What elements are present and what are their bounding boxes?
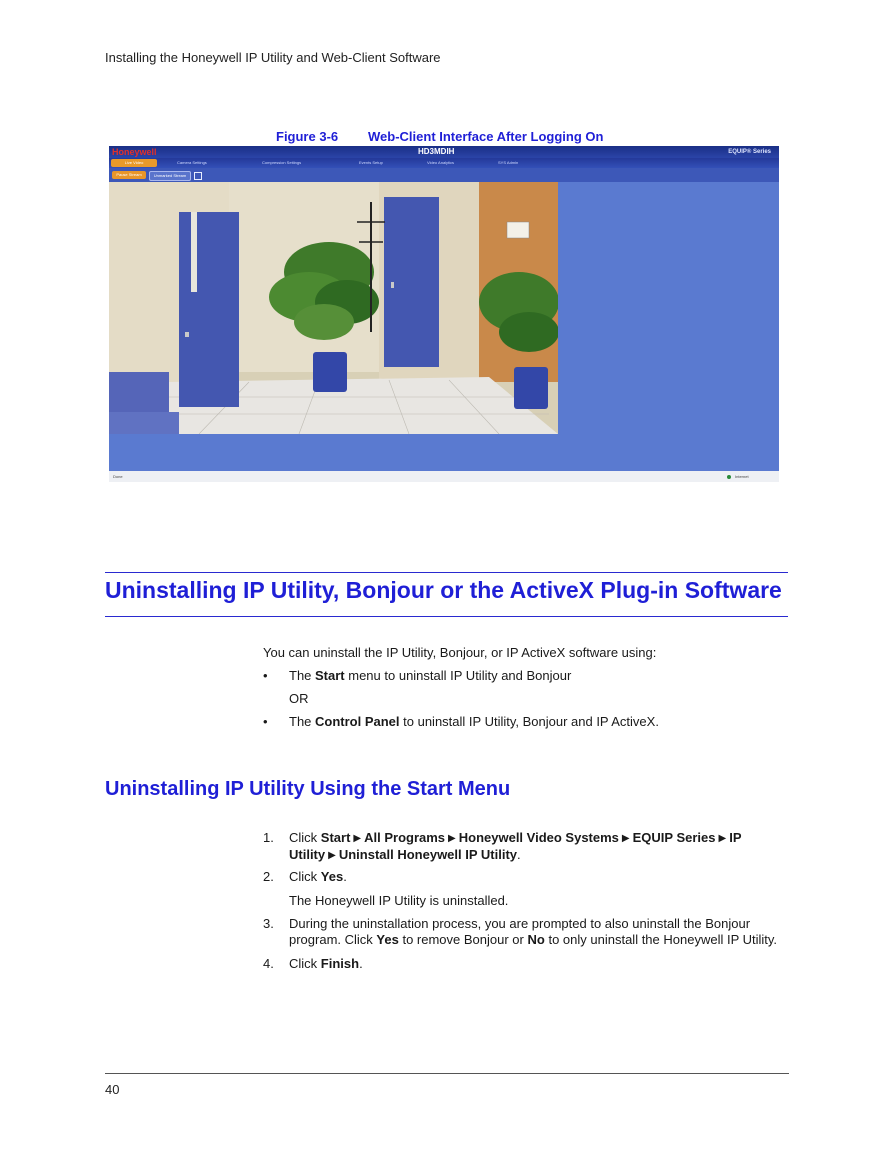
wc-menu-events-setup[interactable]: Events Setup [359,160,383,165]
section-rule-bottom [105,616,788,617]
running-header: Installing the Honeywell IP Utility and Web-Client Software [105,50,441,65]
wc-menu-bar [109,158,779,168]
wc-menu-camera-settings[interactable]: Camera Settings [177,160,207,165]
figure-caption [276,129,603,144]
bold-start: Start [315,668,345,683]
bullet-glyph: • [263,668,268,683]
intro-paragraph: You can uninstall the IP Utility, Bonjour, or IP ActiveX software using: [263,645,657,660]
section-rule-top [105,572,788,573]
step-2-result: The Honeywell IP Utility is uninstalled. [289,893,509,908]
wc-internet-zone-icon [727,475,731,479]
subsection-heading: Uninstalling IP Utility Using the Start Menu [105,778,511,800]
wc-status-right: Internet [735,474,749,479]
wc-brand-logo: Honeywell [112,147,157,157]
arrow-right-icon: ▶ [718,833,727,844]
arrow-right-icon: ▶ [621,833,630,844]
wc-title-bar [109,146,779,158]
arrow-right-icon: ▶ [353,833,362,844]
wc-menu-compression-settings[interactable]: Compression Settings [262,160,302,165]
wc-series-label: EQUIP® Series [728,149,771,155]
bold-control-panel: Control Panel [315,714,400,729]
wc-status-left: Done [113,474,123,479]
wc-pause-stream-button[interactable]: Pause Stream [112,171,146,179]
section-heading: Uninstalling IP Utility, Bonjour or the ActiveX Plug-in Software [105,577,782,603]
arrow-right-icon: ▶ [448,833,456,844]
footer-rule [105,1073,789,1074]
page-number: 40 [105,1082,120,1097]
wc-menu-sys-admin[interactable]: SYS Admin [498,160,519,165]
wc-menu-live-video[interactable]: Live Video [111,159,157,167]
or-label: OR [289,691,309,706]
wc-status-bar [109,471,779,482]
bullet-glyph: • [263,714,268,729]
wc-toolbar [109,168,779,182]
web-client-screenshot [109,146,779,482]
wc-camera-model: HD3MDIH [418,147,455,156]
figure-title: Web-Client Interface After Logging On [368,129,604,144]
wc-unmarked-stream-button[interactable]: Unmarked Stream [149,171,191,181]
arrow-right-icon: ▶ [328,850,336,861]
wc-menu-video-analytics[interactable]: Video Analytics [427,160,455,165]
figure-number: Figure 3-6 [276,129,339,144]
wc-fullscreen-icon[interactable] [194,172,202,180]
camera-video-feed [109,182,558,434]
